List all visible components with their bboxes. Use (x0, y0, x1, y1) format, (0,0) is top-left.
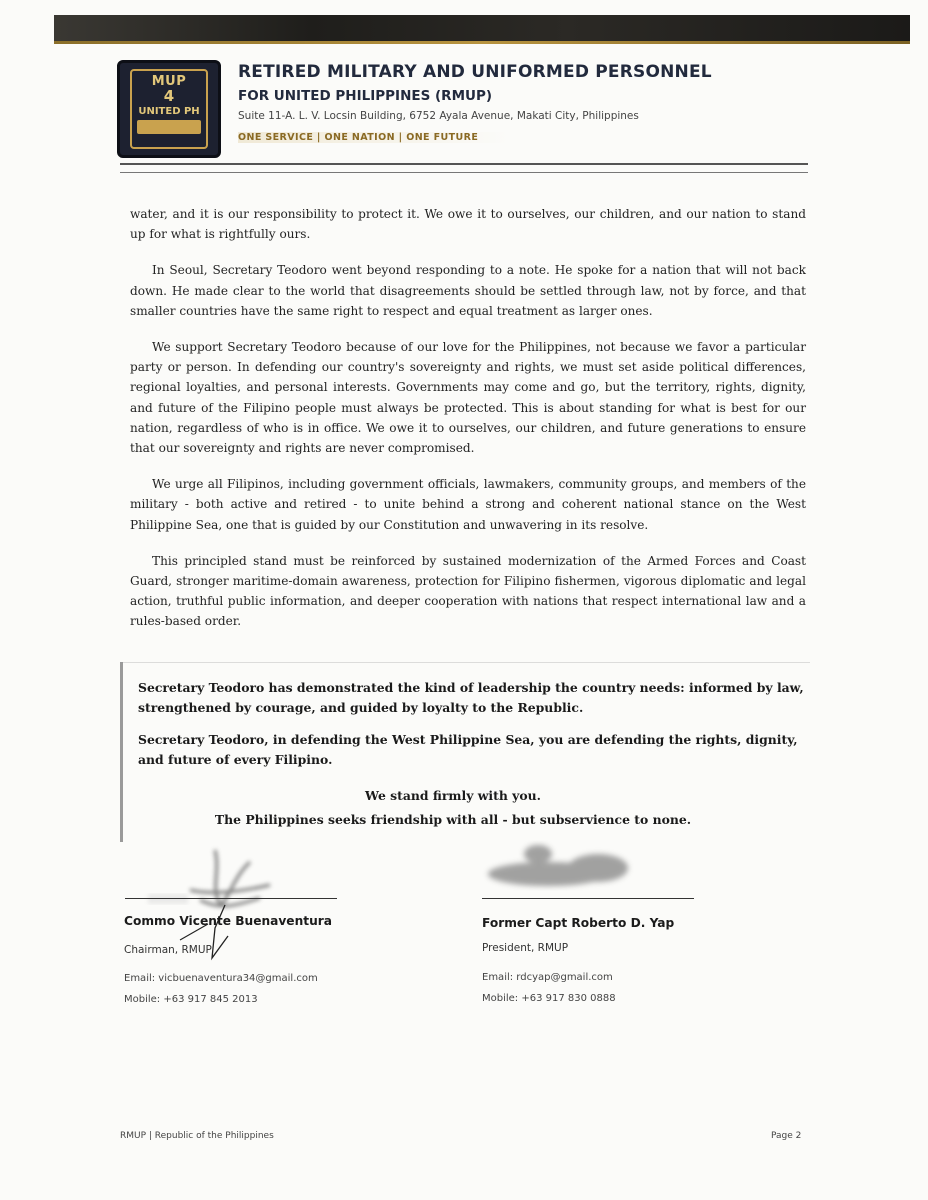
paragraph: water, and it is our responsibility to protect it. We owe it to ourselves, our children, and our nation to stand up for what is rightfully ours. (130, 207, 806, 242)
callout-statement-leadership: Secretary Teodoro has demonstrated the kind of leadership the country needs: informed by law, strengthened by courage, and guided by loyalty to the Republic. (138, 680, 804, 715)
logo-text-united: UNITED PH (138, 106, 200, 117)
page-number: Page 2 (771, 1131, 802, 1141)
signature-line-president (482, 898, 694, 899)
callout-left-border (120, 662, 123, 842)
callout-box (120, 662, 810, 842)
callout-stand-firmly: We stand firmly with you. (365, 788, 541, 803)
rmup-logo (117, 60, 221, 158)
org-title: RETIRED MILITARY AND UNIFORMED PERSONNEL (238, 62, 712, 82)
paragraph: We urge all Filipinos, including government officials, lawmakers, community groups, and members of the military - both active and retired - to unite behind a strong and coherent national stance on the West Philippine Sea, one that is guided by our Constitution and unwavering in its resolve. (130, 477, 806, 532)
signature-line-chairman (125, 898, 337, 899)
logo-text-mup: MUP (151, 74, 187, 89)
logo-text-number: 4 (163, 87, 175, 105)
header-bar (54, 15, 910, 41)
footer-organization: RMUP | Republic of the Philippines (120, 1131, 274, 1141)
signature-president-image (478, 840, 698, 910)
header-divider-thin (120, 172, 808, 173)
signatory-email-chairman: Email: vicbuenaventura34@gmail.com (124, 973, 318, 984)
header-divider-thick (120, 163, 808, 165)
callout-friendship: The Philippines seeks friendship with all - but subservience to none. (214, 812, 692, 827)
letter-body (130, 204, 806, 648)
header-accent-stripe (54, 41, 910, 44)
signatory-mobile-president: Mobile: +63 917 830 0888 (482, 993, 616, 1004)
signatory-name-chairman: Commo Vicente Buenaventura (124, 914, 332, 928)
signatory-name-president: Former Capt Roberto D. Yap (482, 916, 675, 930)
logo-emblem (130, 69, 208, 149)
paragraph: This principled stand must be reinforced by sustained modernization of the Armed Forces and Coast Guard, stronger maritime-domain awareness, protection for Filipino fishermen, vigorous diplomatic and legal action, truthful public information, and deeper cooperation with nations that respect international law and a rules-based order. (130, 553, 806, 629)
org-tagline: ONE SERVICE | ONE NATION | ONE FUTURE (238, 132, 508, 143)
paragraph: We support Secretary Teodoro because of our love for the Philippines, not because we favor a particular party or person. In defending our country's sovereignty and rights, we must set aside political differences, regional loyalties, and personal interests. Governments may come and go, but the territory, rights, dignity, and future of the Filipino people must always be protected. This is about standing for what is best for our nation, regardless of who is in office. We owe it to ourselves, our children, and future generations to ensure that our sovereignty and rights are never compromised. (130, 340, 806, 456)
signatory-mobile-chairman: Mobile: +63 917 845 2013 (124, 994, 258, 1005)
org-address: Suite 11-A. L. V. Locsin Building, 6752 Ayala Avenue, Makati City, Philippines (238, 110, 639, 122)
callout-top-border (120, 662, 810, 663)
paragraph: In Seoul, Secretary Teodoro went beyond responding to a note. He spoke for a nation that will not back down. He made clear to the world that disagreements should be settled through law, not by force, and that smaller countries have the same right to respect and equal treatment as larger ones. (130, 263, 806, 318)
org-subtitle: FOR UNITED PHILIPPINES (RMUP) (238, 88, 493, 104)
logo-ribbon (137, 120, 201, 134)
signatory-role-chairman: Chairman, RMUP (124, 944, 212, 956)
callout-statement-defending: Secretary Teodoro, in defending the West Philippine Sea, you are defending the rights, dignity, and future of every Filipino. (138, 732, 798, 767)
signatory-email-president: Email: rdcyap@gmail.com (482, 972, 613, 983)
signatory-role-president: President, RMUP (482, 942, 569, 954)
